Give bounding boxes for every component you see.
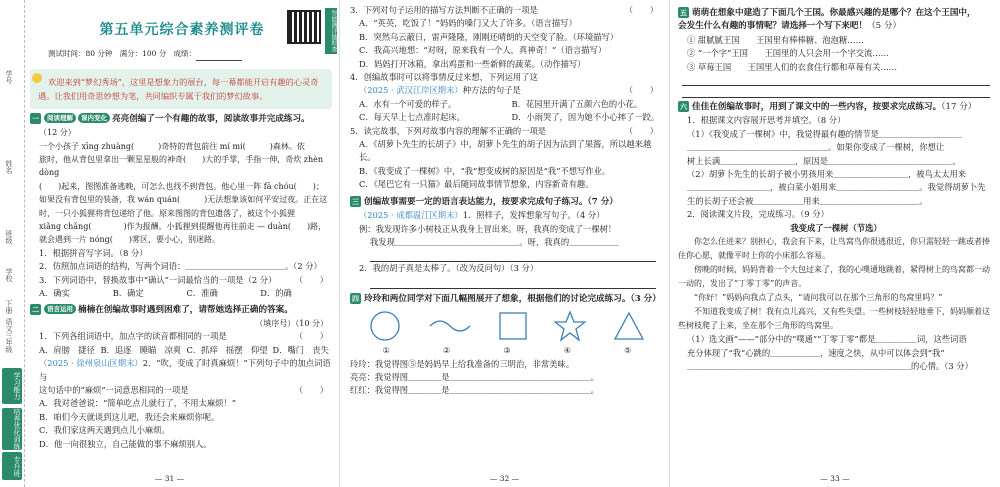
question-text: 种方法的句子是	[462, 85, 521, 96]
dialogue-liangliang[interactable]: 亮亮：我觉得图＿＿＿＿是＿＿＿＿＿＿＿＿＿＿＿＿＿＿＿＿＿。	[350, 371, 599, 382]
square-shape	[498, 311, 528, 341]
question-3	[30, 274, 334, 287]
choice[interactable]: A．确实	[39, 288, 70, 299]
page-32-content	[350, 0, 664, 398]
section-points: （3 分）	[630, 293, 661, 304]
section-points: （7 分）	[587, 196, 618, 207]
section-title: 玲玲和两位同学对下面几幅图展开了想象，根据他们的讨论完成练习。	[364, 293, 631, 304]
section-number: 六	[680, 102, 687, 112]
question-text: 1．下列各组词语中，加点字的读音都相同的一项是	[39, 331, 227, 342]
intro-box	[30, 69, 332, 109]
question-1: 1．根据课文内容展开思考并填空。（8 分）	[687, 115, 846, 126]
q1a-line[interactable]: ＿＿＿＿＿＿＿＿＿＿＿＿＿＿＿＿＿。如果你变成了一棵树，你想让	[687, 142, 945, 153]
page-33	[670, 0, 1000, 487]
source-note: （2025 · 徐州泉山区期末）	[39, 358, 143, 369]
section-number: 二	[32, 304, 39, 314]
kingdom-option[interactable]: ③ 草莓王国 王国里人们的衣食住行都和草莓有关……	[687, 61, 898, 72]
story-text	[30, 140, 334, 247]
section-5-heading-2	[678, 20, 994, 33]
margin-label-school: 学校	[5, 268, 13, 282]
passage-title: 我变成了一棵树（节选）	[790, 222, 882, 233]
s2-question-2b	[30, 384, 334, 397]
answer-paren[interactable]: （ ）	[624, 125, 658, 136]
shape-label: ③	[503, 346, 511, 356]
answer-line[interactable]	[682, 86, 990, 98]
option[interactable]: A．我对爸爸说：“简单吃点儿就行了，不用太麻烦！”	[39, 398, 237, 409]
answer-paren[interactable]: （ ）	[624, 5, 658, 15]
s2-question-1-choices	[30, 344, 334, 357]
question-4-source	[350, 84, 664, 97]
section-tag-2: 课内变化	[78, 113, 110, 123]
section-4-heading	[350, 293, 664, 306]
qr-label: 智能测评随时查	[325, 8, 337, 54]
page-31	[0, 0, 340, 487]
story-line[interactable]: 时，一只小狐狸将背包递给了他。原来图图的背包遗落了，被这个小狐狸	[39, 208, 295, 218]
page-33-content	[678, 0, 994, 373]
source-note: （2025 · 成都温江区期末）	[359, 210, 463, 221]
answer-line[interactable]	[370, 249, 656, 262]
choice[interactable]: A．肩膀 捷径	[39, 344, 95, 355]
section-6-heading	[678, 101, 994, 114]
passage-paragraph: “你好！”妈妈向我点了点头，“请问我可以在那个三角形的鸟窝里吗？”	[694, 293, 943, 303]
shape-labels	[356, 344, 658, 357]
question-4	[350, 71, 664, 84]
section-title: 萌萌在想象中建造了下面几个王国。你最感兴趣的是哪个？在这个王国中，	[692, 8, 976, 18]
story-line[interactable]: ( )起来，图图准备逃晚，可怎么也找不到背包。他心里一阵 fā chóu( )；	[39, 181, 324, 191]
s3-fill-line[interactable]: 我发现＿＿＿＿＿＿＿＿＿＿＿＿＿＿＿。呀，我真的＿＿＿＿＿＿	[370, 236, 619, 247]
choice[interactable]: C．每天早上七点准时起床。	[359, 112, 465, 123]
passage-paragraph: 傍晚的时候，妈妈背着一个大包过来了，我的心噗通地跳着，紧得树上的鸟窝都一动一动的，发出了“丁零丁零”的声音。	[678, 265, 990, 289]
option[interactable]: A．“英英，吃饭了！”妈妈的嗓门又大了许多。（语言描写）	[359, 18, 577, 29]
kingdom-option[interactable]: ① 甜腻腻王国 王国里有棒棒糖、泡泡糖……	[687, 34, 864, 45]
q2a-line[interactable]: （1）选文画“——”部分中的“噗通”“丁零丁零”都是＿＿＿＿＿词，这些词语	[687, 334, 967, 345]
choice[interactable]: B．确定	[112, 288, 144, 299]
question-5	[350, 125, 664, 138]
question-text: 5．读完故事，下列对故事内容的理解不正确的一项是	[350, 125, 547, 136]
question-text: 1．照样子，发挥想象写句子。（4 分）	[462, 210, 605, 221]
question-text: 这句话中的“麻烦”一词意思相同的一项是	[39, 384, 189, 395]
option[interactable]: D．他一向很独立，自己能做的事不麻烦别人。	[39, 438, 212, 449]
section-points: （填序号）（10 分）	[255, 318, 328, 328]
question-text: 3．下列词语中，替换故事中“确认”一词最恰当的一项是（2 分）	[39, 274, 277, 285]
choice[interactable]: A．水有一个可爱的样子。	[359, 98, 457, 109]
question-1: 1．根据拼音写字词。（8 分）	[39, 247, 148, 258]
page-number: — 31 —	[154, 474, 185, 483]
star-shape	[554, 310, 586, 342]
binding-margin	[0, 0, 25, 487]
story-line[interactable]: 一个小孩子 xīng zhuàng( )奇特的背包前往 mí mí( )森林。依	[39, 141, 305, 151]
answer-paren[interactable]: （ ）	[294, 274, 328, 285]
question-2: 2．阅读课文片段，完成练习。（9 分）	[687, 209, 829, 220]
answer-paren[interactable]: （ ）	[624, 85, 658, 96]
answer-line[interactable]	[682, 74, 990, 86]
section-points: （17 分）	[941, 102, 977, 113]
section-title: 楠楠在创编故事时遇到困难了，请帮她选择正确的答案。	[78, 304, 293, 315]
source-note: （2025 · 武汉江岸区期末）	[359, 85, 463, 96]
q2a-line[interactable]: ＿＿＿＿＿＿＿＿＿＿＿＿＿＿＿＿＿＿＿＿＿＿＿＿＿＿＿的心情。（3 分）	[687, 360, 973, 371]
section-number: 一	[32, 113, 39, 123]
q1a-line[interactable]: 树上长满＿＿＿＿＿＿＿＿＿，原因是＿＿＿＿＿＿＿＿＿＿＿＿＿＿＿。	[687, 155, 961, 166]
choice[interactable]: C．准确	[186, 288, 218, 299]
shape-label: ④	[563, 346, 571, 356]
question-text: 4．创编故事时可以将事情反过来想，下列运用了这	[350, 72, 538, 83]
question-4-choices	[350, 98, 664, 111]
section-tag: 语言运用	[44, 304, 76, 314]
shape-label: ②	[443, 346, 451, 356]
exam-score: 满分：100 分	[119, 49, 167, 59]
page-title: 第五单元综合素养测评卷	[99, 22, 265, 38]
section-2-heading	[30, 304, 334, 317]
choice[interactable]: C．抓痒 摇摆 仰望	[186, 344, 268, 355]
passage-paragraph: 不知道我变成了树！我有点儿高兴，又有些失望。一些树枝轻轻地垂下，妈妈顺着这些树枝爬了上来，坐在那个三角形的鸟窝里。	[678, 307, 990, 331]
margin-brand-1: 学习能力	[2, 368, 22, 404]
margin-label-volume: 下册	[5, 300, 13, 314]
exam-meta	[48, 47, 334, 60]
section-number: 四	[352, 293, 359, 303]
dialogue-lingling: 玲玲：我觉得图⑤是妈妈早上给我准备的三明治，非常美味。	[350, 358, 575, 369]
margin-brand-2: 培养优化训练	[2, 408, 22, 450]
margin-brand-3: 专升班	[2, 452, 22, 480]
margin-label-course: 语文三年级	[5, 318, 13, 353]
margin-label-id: 学号	[5, 70, 13, 84]
page-31-content	[30, 0, 334, 451]
margin-label-class: 班级	[5, 230, 13, 244]
section-points: （5 分）	[867, 21, 902, 32]
exam-time: 测试时间：80 分钟	[48, 49, 113, 59]
wave-shape	[428, 316, 472, 336]
q1b-line[interactable]: ＿＿＿＿＿＿＿＿＿＿，被白菜小姐用来＿＿＿＿＿＿＿＿＿＿。我觉得胡萝卜先	[687, 182, 986, 193]
q1b-line[interactable]: 生的长胡子还会被＿＿＿＿＿＿用来＿＿＿＿＿＿＿＿＿＿＿＿。	[687, 195, 928, 206]
kingdom-option[interactable]: ② “一个字”王国 王国里的人只会用一个字交流……	[687, 48, 889, 59]
choice[interactable]: B．追逐 睡瞄 凉爽	[100, 344, 182, 355]
option[interactable]: C．我高兴地想：“对呀，原来我有一个人，真神奇！”（语言描写）	[359, 45, 607, 56]
q1b-line[interactable]: （2）胡萝卜先生的长胡子被小男孩用来＿＿＿＿＿＿＿＿＿，被鸟太太用来	[687, 169, 967, 180]
s3-question-2: 2．我的胡子真是太棒了。（改为反问句）（3 分）	[359, 263, 539, 274]
question-text: 3．下列对句子运用的描写方法判断不正确的一项是	[350, 5, 538, 15]
section-number: 三	[352, 196, 359, 206]
story-line[interactable]: 就会遇到一片 nóng( )雾区，要小心，别迷路。	[39, 235, 221, 245]
option[interactable]: D．妈妈打开冰箱，拿出鸡蛋和一些新鲜的蔬菜。（动作描写）	[359, 58, 586, 69]
page-32	[340, 0, 670, 487]
dialogue-honghong[interactable]: 红红：我觉得图＿＿＿＿是＿＿＿＿＿＿＿＿＿＿＿＿＿＿＿＿＿。	[350, 385, 599, 396]
story-line[interactable]: xiǎng chǎng( )作为报酬。小狐狸到提醒他再往前走 — duàn( )路，	[39, 222, 327, 232]
choice[interactable]: D．的确	[260, 288, 292, 299]
question-text: 2．“吹，变成了时真麻烦！”下列句子中的加点词语与	[39, 358, 331, 382]
triangle-shape	[613, 311, 645, 341]
section-title: 亮亮创编了一个有趣的故事，阅读故事并完成练习。	[112, 113, 310, 124]
shape-images	[356, 308, 658, 344]
story-line[interactable]: 旅时，他从背包里拿出一颗星星般的神奇( )大的手掌，手指一伸，奇炊 zhèn dòng	[39, 155, 324, 178]
section-1-heading	[30, 113, 334, 126]
choice[interactable]: D．嘴门 丧失	[272, 344, 329, 355]
smiley-icon	[32, 73, 42, 83]
question-3	[350, 4, 664, 17]
answer-line[interactable]	[370, 276, 656, 289]
section-title: 佳佳在创编故事时，用到了课文中的一些内容，按要求完成练习。	[692, 102, 942, 113]
circle-shape	[369, 310, 401, 342]
story-line[interactable]: 如果没有背包里的装备，我 wán quán( )无法想象该如何平安过夜。正在这	[39, 195, 328, 205]
page-number: — 32 —	[489, 474, 520, 483]
section-number: 五	[680, 8, 687, 17]
exam-result: 成绩：	[173, 49, 196, 59]
s2-question-2	[30, 357, 334, 384]
shape-label: ①	[382, 346, 390, 356]
s3-example: 例：我发现许多小树枝正从我身上冒出来。呀，我真的变成了一棵树！	[359, 223, 617, 234]
shape-label: ⑤	[624, 346, 632, 356]
section-title: 创编故事需要一定的语言表达能力，按要求完成句子练习。	[364, 196, 588, 207]
answer-paren[interactable]: （ ）	[294, 384, 328, 395]
s3-question-1	[350, 209, 664, 222]
choice[interactable]: D．小雨哭了，因为她不小心摔了一跤。	[511, 112, 660, 123]
intro-text: 欢迎来到“梦幻秀场”，这里是想象力的展台，每一幕都能开启有趣的心灵奇遇。让我们用奇思妙想为笔，共同编织专属于我们的梦幻故事。	[38, 76, 319, 101]
page-number: — 33 —	[820, 474, 850, 483]
passage-paragraph: 你怎么住进来？别担心，我会有下来，让鸟窝鸟你很逃很近，你只需轻轻一跳或者捧住你心愿，就像平时上你的小床那么容易。	[678, 237, 990, 261]
section-3-heading	[350, 196, 664, 209]
answer-paren[interactable]: （ ）	[294, 331, 328, 342]
result-blank[interactable]	[196, 52, 242, 61]
q2a-line[interactable]: 充分体现了“我”心跳的＿＿＿＿＿＿，速度之快，从中可以体会到“我”	[687, 347, 945, 358]
option[interactable]: A．《胡萝卜先生的长胡子》中，胡萝卜先生的胡子因为沾到了果酱，所以越来越长。	[359, 139, 652, 163]
option[interactable]: B．咱们今天就谈到这儿吧，我还会来麻烦你呢。	[39, 411, 220, 422]
question-2[interactable]: 2．仿照加点词语的结构，写两个词语：＿＿＿＿＿＿＿＿＿＿＿＿。（2 分）	[39, 261, 322, 272]
question-3-choices	[30, 287, 334, 300]
q1a-line[interactable]: （1）《我变成了一棵树》中，我觉得最有趣的情节是＿＿＿＿＿＿＿＿＿＿	[687, 128, 962, 139]
option[interactable]: B．《我变成了一棵树》中，“我”想变成树的原因是“我”不想写作业。	[359, 165, 611, 176]
option[interactable]: C．《尾巴它有一只猫》最后随同故事情节想象，内容新奇有趣。	[359, 179, 594, 190]
option[interactable]: B．突然乌云蔽日，雷声隆隆，刚刚还晴朗的天空变了脸。（环境描写）	[359, 31, 619, 42]
margin-label-name: 姓名	[5, 160, 13, 174]
section-title: 会发生什么有趣的事情呢？请选择一个写下来吧！	[678, 21, 868, 32]
section-tag: 阅读理解	[44, 113, 76, 123]
choice[interactable]: B．花园里开满了五颜六色的小花。	[511, 98, 643, 109]
s2-question-1	[30, 330, 334, 343]
option[interactable]: C．我们家这两天遇到点儿小麻烦。	[39, 425, 170, 436]
question-4-choices-2	[350, 111, 664, 124]
section-points: （12 分）	[39, 128, 76, 138]
section-5-heading	[678, 7, 994, 20]
